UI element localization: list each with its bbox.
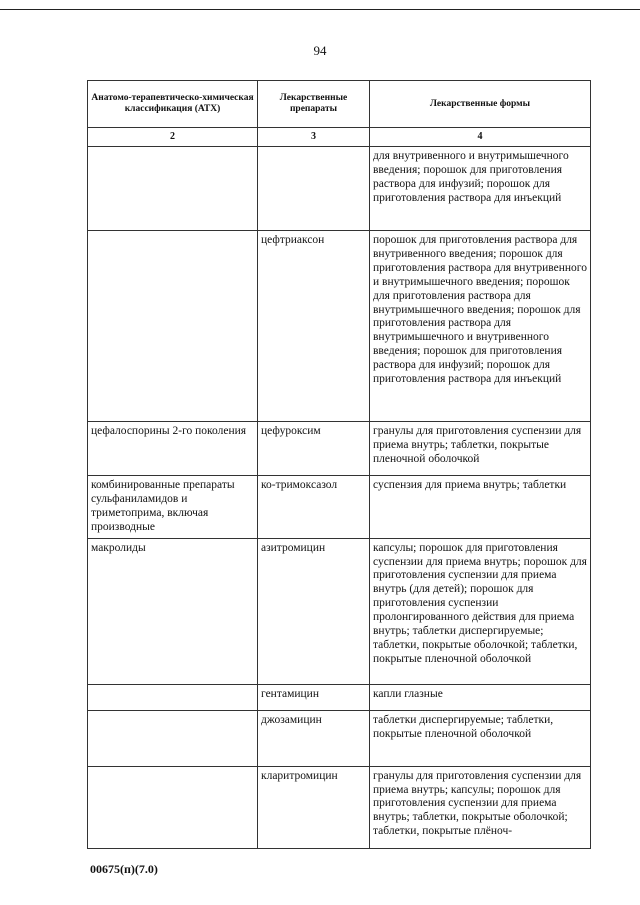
atc-cell [88, 710, 258, 766]
drug-cell: джозамицин [258, 710, 370, 766]
header-atc: Анатомо-терапевтическо-химическая классификация (АТХ) [88, 81, 258, 128]
drug-cell: цефуроксим [258, 422, 370, 476]
atc-cell [88, 684, 258, 710]
forms-cell: для внутривенного и внутримышечного введения; порошок для приготовления раствора для инфузий; порошок для приготовления раствора для инъекций [370, 147, 591, 231]
forms-cell: гранулы для приготовления суспензии для приема внутрь; таблетки, покрытые пленочной оболочкой [370, 422, 591, 476]
atc-cell: комбинированные препараты сульфаниламидов и триметоприма, включая производные [88, 476, 258, 539]
document-code: 00675(п)(7.0) [90, 862, 158, 876]
drug-cell: азитромицин [258, 538, 370, 684]
forms-cell: гранулы для приготовления суспензии для приема внутрь; капсулы; порошок для приготовления суспензии для приема внутрь; таблетки, покрытые оболочкой; таблетки, покрытые плёноч- [370, 766, 591, 848]
table-row [88, 147, 591, 231]
column-number: 4 [370, 128, 591, 147]
table-row [88, 710, 591, 766]
header-forms: Лекарственные формы [370, 81, 591, 128]
page-number: 94 [313, 43, 327, 58]
table-row [88, 538, 591, 684]
forms-cell: суспензия для приема внутрь; таблетки [370, 476, 591, 539]
drug-cell: кларитромицин [258, 766, 370, 848]
atc-cell [88, 231, 258, 422]
atc-cell: цефалоспорины 2-го поколения [88, 422, 258, 476]
drug-cell [258, 147, 370, 231]
table-row [88, 231, 591, 422]
forms-cell: таблетки диспергируемые; таблетки, покрытые пленочной оболочкой [370, 710, 591, 766]
column-number: 2 [88, 128, 258, 147]
forms-cell: капли глазные [370, 684, 591, 710]
atc-cell: макролиды [88, 538, 258, 684]
column-number: 3 [258, 128, 370, 147]
table-row [88, 422, 591, 476]
table-row [88, 684, 591, 710]
table-row [88, 766, 591, 848]
header-row [88, 81, 591, 128]
top-rule [0, 9, 640, 10]
drug-cell: цефтриаксон [258, 231, 370, 422]
drug-cell: ко-тримоксазол [258, 476, 370, 539]
column-number-row [88, 128, 591, 147]
forms-cell: капсулы; порошок для приготовления суспензии для приема внутрь; порошок для приготовления суспензии для приема внутрь (для детей); порошок для приготовления суспензии пролонгированного действия для приема внутрь; таблетки диспергируемые; таблетки, покрытые оболочкой; таблетки, покрытые пленочной оболочкой [370, 538, 591, 684]
table-row [88, 476, 591, 539]
atc-cell [88, 766, 258, 848]
header-drugs: Лекарственные препараты [258, 81, 370, 128]
atc-cell [88, 147, 258, 231]
forms-cell: порошок для приготовления раствора для внутривенного введения; порошок для приготовления раствора для внутривенного и внутримышечного введения; порошок для приготовления раствора для внутримышечного введения; порошок для приготовления раствора для внутримышечного и внутривенного введения; порошок для приготовления раствора для инфузий; порошок для приготовления раствора для инъекций [370, 231, 591, 422]
drug-cell: гентамицин [258, 684, 370, 710]
drug-table [87, 80, 591, 849]
